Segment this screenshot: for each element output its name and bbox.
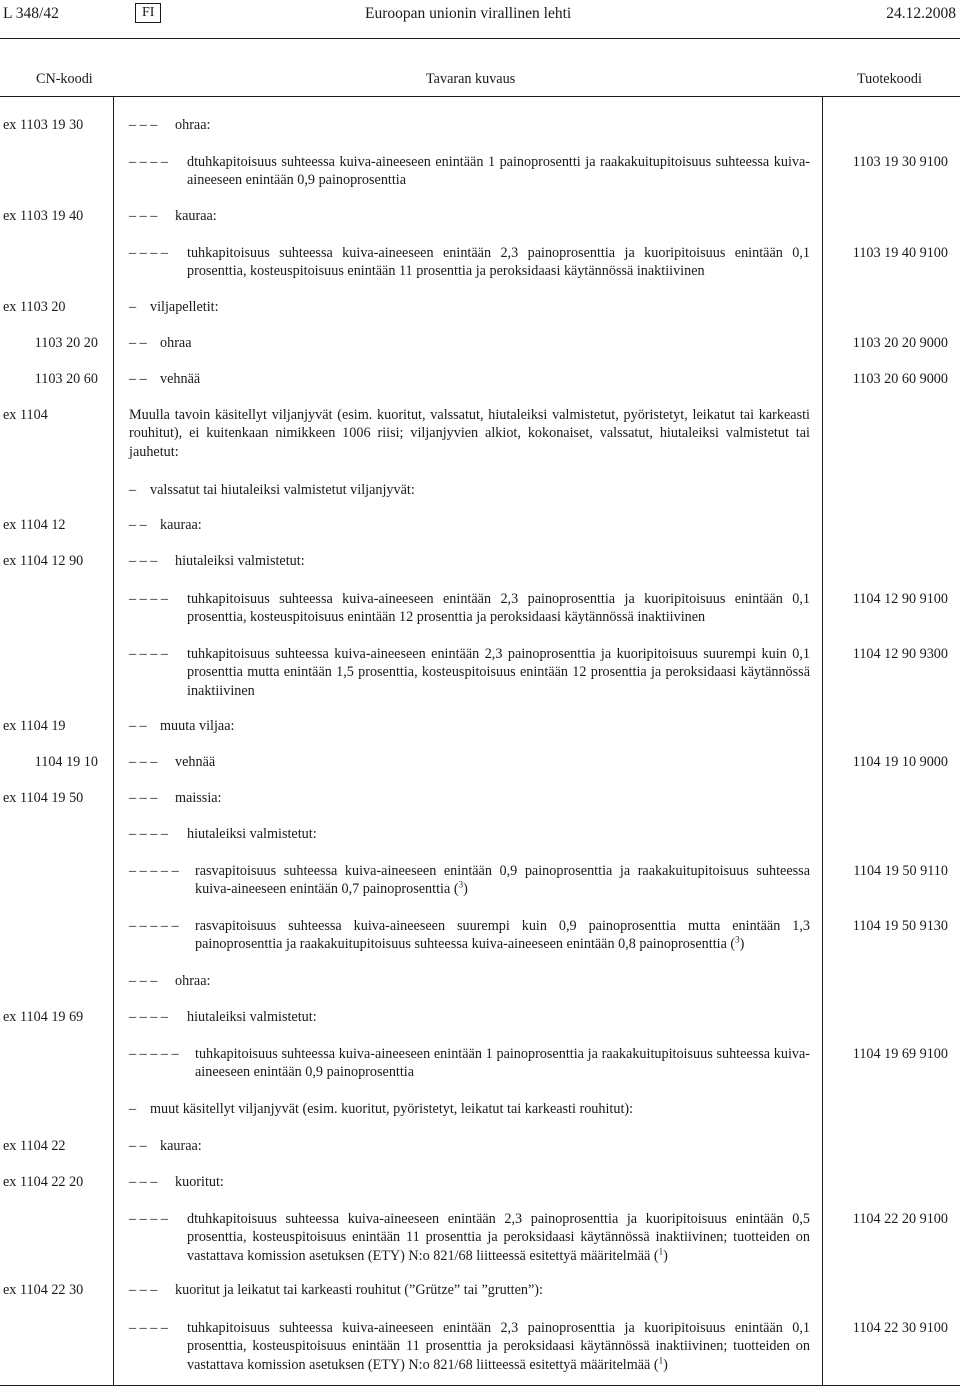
description-text: maissia: (175, 790, 222, 806)
product-code: 1103 20 60 9000 (852, 371, 948, 387)
page-header (0, 3, 960, 25)
indent-dashes: – – (129, 335, 147, 351)
product-code: 1104 22 20 9100 (852, 1211, 948, 1227)
goods-description (175, 789, 810, 807)
indent-dashes: – – – – – (129, 863, 179, 879)
indent-dashes: – – – – (129, 1009, 169, 1025)
goods-description (187, 244, 810, 281)
cn-code: ex 1104 19 50 (3, 790, 84, 806)
cn-code: ex 1104 22 (3, 1138, 66, 1154)
indent-dashes: – – – – (129, 154, 169, 170)
goods-description (187, 825, 810, 843)
indent-dashes: – – – – (129, 826, 169, 842)
description-text: viljapelletit: (150, 299, 219, 315)
indent-dashes: – – – – (129, 646, 169, 662)
indent-dashes: – – – – (129, 245, 169, 261)
cn-code: ex 1104 12 90 (3, 553, 84, 569)
cn-code: 1104 19 10 (34, 754, 98, 770)
journal-title: Euroopan unionin virallinen lehti (365, 5, 572, 22)
description-text: tuhkapitoisuus suhteessa kuiva-aineeseen enintään 2,3 painoprosenttia ja kuoripitoisuus enintään 0,1 prosenttia, kosteuspitoisuus enintään 12 prosenttia ja peroksidaasi käytännössä inaktiivinen (187, 591, 810, 626)
goods-description (187, 1008, 810, 1026)
goods-description (175, 753, 810, 771)
cn-code: ex 1103 20 (3, 299, 66, 315)
description-text: kuoritut ja leikatut tai karkeasti rouhitut (”Grütze” tai ”grutten”): (175, 1282, 543, 1298)
goods-description (175, 1173, 810, 1191)
cn-code: 1103 20 20 (34, 335, 98, 351)
cn-code: ex 1103 19 40 (3, 208, 84, 224)
indent-dashes: – (129, 1101, 137, 1117)
description-text: Muulla tavoin käsitellyt viljanjyvät (esim. kuoritut, valssatut, hiutaleiksi valmistetut, pyöristetyt, leikatut tai karkeasti rouhitut), ei kuitenkaan nimikkeen 1006 riisi; viljanjyvien alkiot, kokonaiset, valssatut, hiutaleiksi valmistetut tai jauhetut: (129, 407, 810, 460)
description-text: rasvapitoisuus suhteessa kuiva-aineeseen suurempi kuin 0,9 painoprosenttia mutta enintään 1,3 painoprosenttia ja raakakuitupitoisuus suhteessa kuiva-aineeseen enintään 0,8 painoprosenttia (195, 918, 810, 953)
description-text: hiutaleiksi valmistetut: (187, 826, 317, 842)
description-text: muut käsitellyt viljanjyvät (esim. kuoritut, pyöristetyt, leikatut tai karkeasti rouhitut): (150, 1101, 634, 1117)
description-text: ohraa (160, 335, 192, 351)
goods-description (160, 1137, 810, 1155)
description-text: valssatut tai hiutaleiksi valmistetut viljanjyvät: (150, 482, 415, 498)
description-text: dtuhkapitoisuus suhteessa kuiva-aineeseen enintään 1 painoprosentti ja raakakuitupitoisuus suhteessa kuiva-aineeseen enintään 0,9 painoprosenttia (187, 154, 810, 189)
goods-description (175, 972, 810, 990)
goods-description (187, 590, 810, 627)
indent-dashes: – – – (129, 754, 158, 770)
page-number: L 348/42 (3, 5, 59, 22)
description-text: ohraa: (175, 117, 211, 133)
cn-code: ex 1104 19 69 (3, 1009, 84, 1025)
goods-description (175, 1281, 810, 1299)
goods-description (160, 334, 810, 352)
goods-description (175, 116, 810, 134)
description-text: kuoritut: (175, 1174, 224, 1190)
goods-description: rasvapitoisuus suhteessa kuiva-aineeseen enintään 0,9 painoprosenttia ja raakakuitupitoisuus suhteessa kuiva-aineeseen enintään 0,7 painoprosenttia ($^3$) (195, 863, 810, 898)
cn-code: ex 1104 22 30 (3, 1282, 84, 1298)
product-code: 1104 19 10 9000 (852, 754, 948, 770)
description-text: hiutaleiksi valmistetut: (187, 1009, 317, 1025)
footnote-ref: 3 (735, 934, 740, 945)
cn-code: ex 1104 12 (3, 517, 66, 533)
header-rule (0, 96, 960, 97)
description-text: tuhkapitoisuus suhteessa kuiva-aineeseen enintään 2,3 painoprosenttia ja kuoripitoisuus suurempi kuin 0,1 prosenttia mutta enintään 1,5 prosenttia, kosteuspitoisuus enintään 12 prosenttia ja peroksidaasi käytännössä inaktiivinen (187, 646, 810, 699)
indent-dashes: – – – (129, 973, 158, 989)
indent-dashes: – – – – (129, 1211, 169, 1227)
footnote-ref: 3 (458, 879, 464, 890)
description-text: tuhkapitoisuus suhteessa kuiva-aineeseen enintään 1 painoprosenttia ja raakakuitupitoisuus suhteessa kuiva-aineeseen enintään 0,9 painoprosenttia (195, 1046, 810, 1081)
cn-code: ex 1103 19 30 (3, 117, 84, 133)
indent-dashes: – (129, 299, 137, 315)
indent-dashes: – (129, 482, 137, 498)
goods-description (160, 516, 810, 534)
publication-date: 24.12.2008 (886, 5, 956, 22)
description-text: rasvapitoisuus suhteessa kuiva-aineeseen enintään 0,9 painoprosenttia ja raakakuitupitoisuus suhteessa kuiva-aineeseen enintään 0,7 painoprosenttia (195, 863, 810, 898)
column-header-cn: CN-koodi (36, 71, 93, 87)
indent-dashes: – – – (129, 553, 158, 569)
goods-description: tuhkapitoisuus suhteessa kuiva-aineeseen enintään 2,3 painoprosenttia ja kuoripitoisuus enintään 0,1 prosenttia, kosteuspitoisuus enintään 11 prosenttia ja peroksidaasi käytännössä inaktiivinen; tuotteiden on vastattava komission asetuksen (ETY) N:o 821/68 liitteessä esitettyä määritelmää ($^1$) (187, 1320, 810, 1373)
description-text: tuhkapitoisuus suhteessa kuiva-aineeseen enintään 2,3 painoprosenttia ja kuoripitoisuus enintään 0,1 prosenttia, kosteuspitoisuus enintään 11 prosenttia ja peroksidaasi käytännössä inaktiivinen; tuotteiden on vastattava komission asetuksen (ETY) N:o 821/68 liitteessä esitettyä määritelmää (187, 1320, 810, 1373)
goods-description (160, 370, 810, 388)
product-code: 1104 12 90 9300 (852, 646, 948, 662)
goods-description (129, 406, 810, 461)
goods-description (160, 717, 810, 735)
product-code: 1103 19 30 9100 (852, 154, 948, 170)
indent-dashes: – – – (129, 1174, 158, 1190)
goods-description (187, 153, 810, 190)
column-header-product-code: Tuotekoodi (857, 71, 922, 87)
goods-description (175, 207, 810, 225)
goods-description: dtuhkapitoisuus suhteessa kuiva-aineeseen enintään 2,3 painoprosenttia ja kuoripitoisuus enintään 0,5 prosenttia, kosteuspitoisuus enintään 11 prosenttia ja peroksidaasi käytännössä inaktiivinen; tuotteiden on vastattava komission asetuksen (ETY) N:o 821/68 liitteessä esitettyä määritelmää ($^1$) (187, 1211, 810, 1264)
indent-dashes: – – (129, 371, 147, 387)
indent-dashes: – – (129, 718, 147, 734)
footnote-ref: 1 (658, 1246, 664, 1257)
description-text: kauraa: (175, 208, 217, 224)
indent-dashes: – – – – – (129, 918, 179, 934)
product-code: 1103 19 40 9100 (852, 245, 948, 261)
cn-code: 1103 20 60 (34, 371, 98, 387)
goods-description: rasvapitoisuus suhteessa kuiva-aineeseen suurempi kuin 0,9 painoprosenttia mutta enintään 1,3 painoprosenttia ja raakakuitupitoisuus suhteessa kuiva-aineeseen enintään 0,8 painoprosenttia ($^3$) (195, 918, 810, 953)
indent-dashes: – – – – – (129, 1046, 179, 1062)
indent-dashes: – – – – (129, 1320, 169, 1336)
goods-description (175, 552, 810, 570)
description-text: hiutaleiksi valmistetut: (175, 553, 305, 569)
top-rule (0, 38, 960, 39)
indent-dashes: – – – (129, 208, 158, 224)
language-badge: FI (135, 3, 161, 23)
column-header-description: Tavaran kuvaus (426, 71, 516, 87)
product-code: 1103 20 20 9000 (852, 335, 948, 351)
description-text: muuta viljaa: (160, 718, 235, 734)
indent-dashes: – – – (129, 790, 158, 806)
product-code: 1104 19 69 9100 (852, 1046, 948, 1062)
footnote-ref: 1 (658, 1355, 664, 1366)
description-text: dtuhkapitoisuus suhteessa kuiva-aineeseen enintään 2,3 painoprosenttia ja kuoripitoisuus enintään 0,5 prosenttia, kosteuspitoisuus enintään 11 prosenttia ja peroksidaasi käytännössä inaktiivinen; tuotteiden on vastattava komission asetuksen (ETY) N:o 821/68 liitteessä esitettyä määritelmää (187, 1211, 810, 1264)
product-code: 1104 22 30 9100 (852, 1320, 948, 1336)
indent-dashes: – – – – (129, 591, 169, 607)
description-text: kauraa: (160, 1138, 202, 1154)
goods-description (150, 481, 810, 499)
product-code: 1104 19 50 9130 (852, 918, 948, 934)
goods-description (150, 298, 810, 316)
column-divider-left (113, 96, 114, 1385)
product-code: 1104 12 90 9100 (852, 591, 948, 607)
cn-code: ex 1104 19 (3, 718, 66, 734)
goods-description (195, 1045, 810, 1082)
description-text: tuhkapitoisuus suhteessa kuiva-aineeseen enintään 2,3 painoprosenttia ja kuoripitoisuus enintään 0,1 prosenttia, kosteuspitoisuus enintään 11 prosenttia ja peroksidaasi käytännössä inaktiivinen (187, 245, 810, 280)
product-code: 1104 19 50 9110 (853, 863, 948, 879)
indent-dashes: – – – (129, 1282, 158, 1298)
goods-description (150, 1100, 810, 1118)
description-text: vehnää (175, 754, 216, 770)
description-text: vehnää (160, 371, 201, 387)
description-text: ohraa: (175, 973, 211, 989)
indent-dashes: – – – (129, 117, 158, 133)
cn-code: ex 1104 22 20 (3, 1174, 84, 1190)
column-divider-right (822, 96, 823, 1385)
cn-code: ex 1104 (3, 407, 48, 423)
indent-dashes: – – (129, 517, 147, 533)
goods-description (187, 645, 810, 700)
description-text: kauraa: (160, 517, 202, 533)
indent-dashes: – – (129, 1138, 147, 1154)
